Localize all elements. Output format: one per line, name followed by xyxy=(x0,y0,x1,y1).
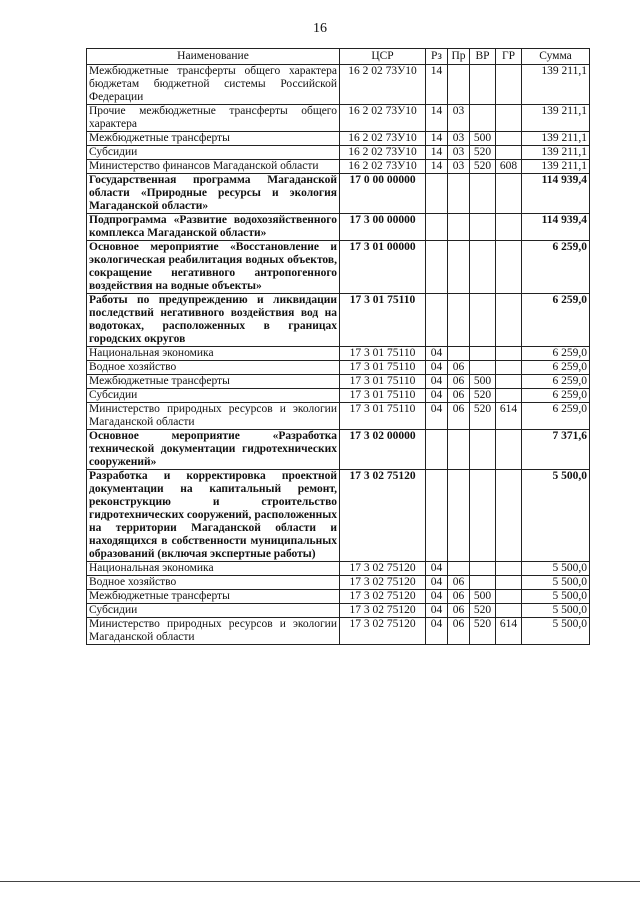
cell-sum: 6 259,0 xyxy=(522,347,590,361)
cell-pr: 06 xyxy=(448,389,470,403)
bottom-divider xyxy=(0,881,640,882)
cell-rz: 04 xyxy=(426,375,448,389)
cell-sum: 6 259,0 xyxy=(522,375,590,389)
cell-name: Прочие межбюджетные трансферты общего характера xyxy=(87,105,340,132)
cell-rz: 14 xyxy=(426,105,448,132)
cell-name: Межбюджетные трансферты xyxy=(87,590,340,604)
cell-csr: 17 3 01 00000 xyxy=(340,241,426,294)
cell-name: Субсидии xyxy=(87,389,340,403)
header-sum: Сумма xyxy=(522,49,590,65)
cell-sum: 5 500,0 xyxy=(522,604,590,618)
cell-rz: 14 xyxy=(426,132,448,146)
cell-rz: 14 xyxy=(426,160,448,174)
cell-csr: 16 2 02 73У10 xyxy=(340,105,426,132)
cell-sum: 139 211,1 xyxy=(522,132,590,146)
cell-pr: 06 xyxy=(448,618,470,645)
table-row xyxy=(87,470,590,562)
cell-csr: 17 3 01 75110 xyxy=(340,294,426,347)
cell-gr xyxy=(496,294,522,347)
cell-gr xyxy=(496,174,522,214)
cell-name: Национальная экономика xyxy=(87,347,340,361)
header-name: Наименование xyxy=(87,49,340,65)
cell-rz xyxy=(426,294,448,347)
cell-pr xyxy=(448,65,470,105)
cell-sum: 5 500,0 xyxy=(522,562,590,576)
cell-name: Подпрограмма «Развитие водохозяйственного комплекса Магаданской области» xyxy=(87,214,340,241)
cell-rz: 04 xyxy=(426,576,448,590)
table-row xyxy=(87,294,590,347)
cell-rz: 14 xyxy=(426,146,448,160)
header-pr: Пр xyxy=(448,49,470,65)
cell-name: Национальная экономика xyxy=(87,562,340,576)
cell-gr xyxy=(496,214,522,241)
cell-csr: 17 3 00 00000 xyxy=(340,214,426,241)
cell-sum: 139 211,1 xyxy=(522,65,590,105)
cell-rz: 04 xyxy=(426,389,448,403)
cell-name: Водное хозяйство xyxy=(87,576,340,590)
cell-csr: 17 3 01 75110 xyxy=(340,403,426,430)
cell-rz xyxy=(426,430,448,470)
cell-sum: 139 211,1 xyxy=(522,160,590,174)
cell-gr xyxy=(496,375,522,389)
cell-vr xyxy=(470,241,496,294)
header-rz: Рз xyxy=(426,49,448,65)
cell-rz: 04 xyxy=(426,562,448,576)
cell-vr xyxy=(470,65,496,105)
page-number: 16 xyxy=(313,21,327,36)
cell-csr: 17 3 01 75110 xyxy=(340,375,426,389)
budget-table xyxy=(86,48,590,645)
table-row xyxy=(87,576,590,590)
cell-sum: 6 259,0 xyxy=(522,361,590,375)
cell-vr xyxy=(470,361,496,375)
cell-name: Субсидии xyxy=(87,604,340,618)
cell-vr: 520 xyxy=(470,403,496,430)
cell-gr xyxy=(496,241,522,294)
cell-pr: 03 xyxy=(448,160,470,174)
cell-pr: 06 xyxy=(448,375,470,389)
cell-name: Государственная программа Магаданской области «Природные ресурсы и экология Магаданской области» xyxy=(87,174,340,214)
table-header-row xyxy=(87,49,590,65)
cell-vr xyxy=(470,430,496,470)
table-row xyxy=(87,430,590,470)
cell-csr: 17 3 02 75120 xyxy=(340,470,426,562)
cell-gr xyxy=(496,562,522,576)
cell-sum: 6 259,0 xyxy=(522,294,590,347)
cell-rz xyxy=(426,470,448,562)
cell-csr: 17 3 01 75110 xyxy=(340,361,426,375)
cell-name: Работы по предупреждению и ликвидации последствий негативного воздействия вод на водотоках, расположенных в границах городских округов xyxy=(87,294,340,347)
cell-vr xyxy=(470,562,496,576)
cell-gr xyxy=(496,470,522,562)
cell-sum: 7 371,6 xyxy=(522,430,590,470)
cell-vr xyxy=(470,470,496,562)
cell-rz: 04 xyxy=(426,403,448,430)
cell-csr: 17 3 01 75110 xyxy=(340,389,426,403)
cell-vr: 520 xyxy=(470,160,496,174)
table-row xyxy=(87,132,590,146)
cell-gr: 608 xyxy=(496,160,522,174)
cell-csr: 16 2 02 73У10 xyxy=(340,160,426,174)
cell-pr: 03 xyxy=(448,132,470,146)
cell-gr xyxy=(496,389,522,403)
cell-rz: 04 xyxy=(426,590,448,604)
cell-csr: 17 3 02 00000 xyxy=(340,430,426,470)
cell-gr: 614 xyxy=(496,403,522,430)
cell-sum: 6 259,0 xyxy=(522,389,590,403)
cell-name: Основное мероприятие «Восстановление и экологическая реабилитация водных объектов, сокращение негативного антропогенного воздействия на водные объекты» xyxy=(87,241,340,294)
table-row xyxy=(87,347,590,361)
table-body xyxy=(87,65,590,645)
cell-name: Межбюджетные трансферты xyxy=(87,375,340,389)
cell-pr: 06 xyxy=(448,604,470,618)
cell-sum: 114 939,4 xyxy=(522,174,590,214)
cell-name: Министерство природных ресурсов и экологии Магаданской области xyxy=(87,403,340,430)
cell-pr xyxy=(448,294,470,347)
cell-pr: 06 xyxy=(448,590,470,604)
cell-pr: 06 xyxy=(448,361,470,375)
cell-name: Межбюджетные трансферты общего характера бюджетам бюджетной системы Российской Федерации xyxy=(87,65,340,105)
cell-vr: 500 xyxy=(470,132,496,146)
cell-name: Водное хозяйство xyxy=(87,361,340,375)
cell-vr xyxy=(470,347,496,361)
cell-sum: 5 500,0 xyxy=(522,470,590,562)
cell-vr xyxy=(470,576,496,590)
cell-csr: 17 3 02 75120 xyxy=(340,618,426,645)
cell-rz xyxy=(426,214,448,241)
cell-pr xyxy=(448,562,470,576)
table-row xyxy=(87,241,590,294)
cell-vr: 520 xyxy=(470,618,496,645)
cell-sum: 5 500,0 xyxy=(522,576,590,590)
table-row xyxy=(87,361,590,375)
cell-vr xyxy=(470,105,496,132)
cell-sum: 139 211,1 xyxy=(522,105,590,132)
table-row xyxy=(87,562,590,576)
cell-csr: 17 3 02 75120 xyxy=(340,590,426,604)
cell-pr xyxy=(448,430,470,470)
cell-pr: 03 xyxy=(448,105,470,132)
cell-rz xyxy=(426,174,448,214)
cell-csr: 16 2 02 73У10 xyxy=(340,132,426,146)
cell-gr xyxy=(496,590,522,604)
cell-name: Министерство финансов Магаданской области xyxy=(87,160,340,174)
cell-pr xyxy=(448,214,470,241)
cell-rz: 04 xyxy=(426,618,448,645)
cell-rz: 14 xyxy=(426,65,448,105)
cell-csr: 17 3 02 75120 xyxy=(340,576,426,590)
cell-sum: 6 259,0 xyxy=(522,403,590,430)
table-row xyxy=(87,160,590,174)
cell-sum: 6 259,0 xyxy=(522,241,590,294)
cell-gr xyxy=(496,65,522,105)
cell-name: Межбюджетные трансферты xyxy=(87,132,340,146)
cell-gr xyxy=(496,576,522,590)
cell-vr: 520 xyxy=(470,146,496,160)
cell-csr: 16 2 02 73У10 xyxy=(340,65,426,105)
table-row xyxy=(87,389,590,403)
cell-pr xyxy=(448,347,470,361)
cell-csr: 17 3 02 75120 xyxy=(340,604,426,618)
cell-gr: 614 xyxy=(496,618,522,645)
cell-sum: 139 211,1 xyxy=(522,146,590,160)
table-row xyxy=(87,146,590,160)
table-row xyxy=(87,105,590,132)
cell-csr: 16 2 02 73У10 xyxy=(340,146,426,160)
cell-name: Разработка и корректировка проектной документации на капитальный ремонт, реконструкцию и строительство гидротехнических сооружений, расположенных на территории Магаданской области и находящихся в собственности муниципальных образований (включая экспертные работы) xyxy=(87,470,340,562)
cell-vr xyxy=(470,174,496,214)
cell-name: Министерство природных ресурсов и экологии Магаданской области xyxy=(87,618,340,645)
cell-gr xyxy=(496,604,522,618)
table-row xyxy=(87,618,590,645)
table-row xyxy=(87,403,590,430)
cell-gr xyxy=(496,347,522,361)
cell-gr xyxy=(496,105,522,132)
cell-pr xyxy=(448,174,470,214)
cell-csr: 17 0 00 00000 xyxy=(340,174,426,214)
cell-vr xyxy=(470,294,496,347)
table-row xyxy=(87,65,590,105)
cell-rz: 04 xyxy=(426,347,448,361)
cell-pr: 03 xyxy=(448,146,470,160)
cell-vr: 520 xyxy=(470,389,496,403)
cell-vr: 520 xyxy=(470,604,496,618)
cell-pr: 06 xyxy=(448,576,470,590)
cell-gr xyxy=(496,132,522,146)
cell-vr: 500 xyxy=(470,590,496,604)
cell-gr xyxy=(496,430,522,470)
cell-rz: 04 xyxy=(426,604,448,618)
cell-name: Основное мероприятие «Разработка технической документации гидротехнических сооружений» xyxy=(87,430,340,470)
table-row xyxy=(87,604,590,618)
table-row xyxy=(87,214,590,241)
cell-name: Субсидии xyxy=(87,146,340,160)
cell-sum: 5 500,0 xyxy=(522,590,590,604)
table-row xyxy=(87,375,590,389)
cell-pr: 06 xyxy=(448,403,470,430)
cell-pr xyxy=(448,241,470,294)
cell-csr: 17 3 02 75120 xyxy=(340,562,426,576)
cell-rz: 04 xyxy=(426,361,448,375)
cell-pr xyxy=(448,470,470,562)
cell-vr: 500 xyxy=(470,375,496,389)
table-row xyxy=(87,590,590,604)
header-vr: ВР xyxy=(470,49,496,65)
cell-vr xyxy=(470,214,496,241)
cell-gr xyxy=(496,146,522,160)
table-row xyxy=(87,174,590,214)
cell-sum: 5 500,0 xyxy=(522,618,590,645)
header-csr: ЦСР xyxy=(340,49,426,65)
cell-csr: 17 3 01 75110 xyxy=(340,347,426,361)
cell-gr xyxy=(496,361,522,375)
header-gr: ГР xyxy=(496,49,522,65)
cell-sum: 114 939,4 xyxy=(522,214,590,241)
cell-rz xyxy=(426,241,448,294)
